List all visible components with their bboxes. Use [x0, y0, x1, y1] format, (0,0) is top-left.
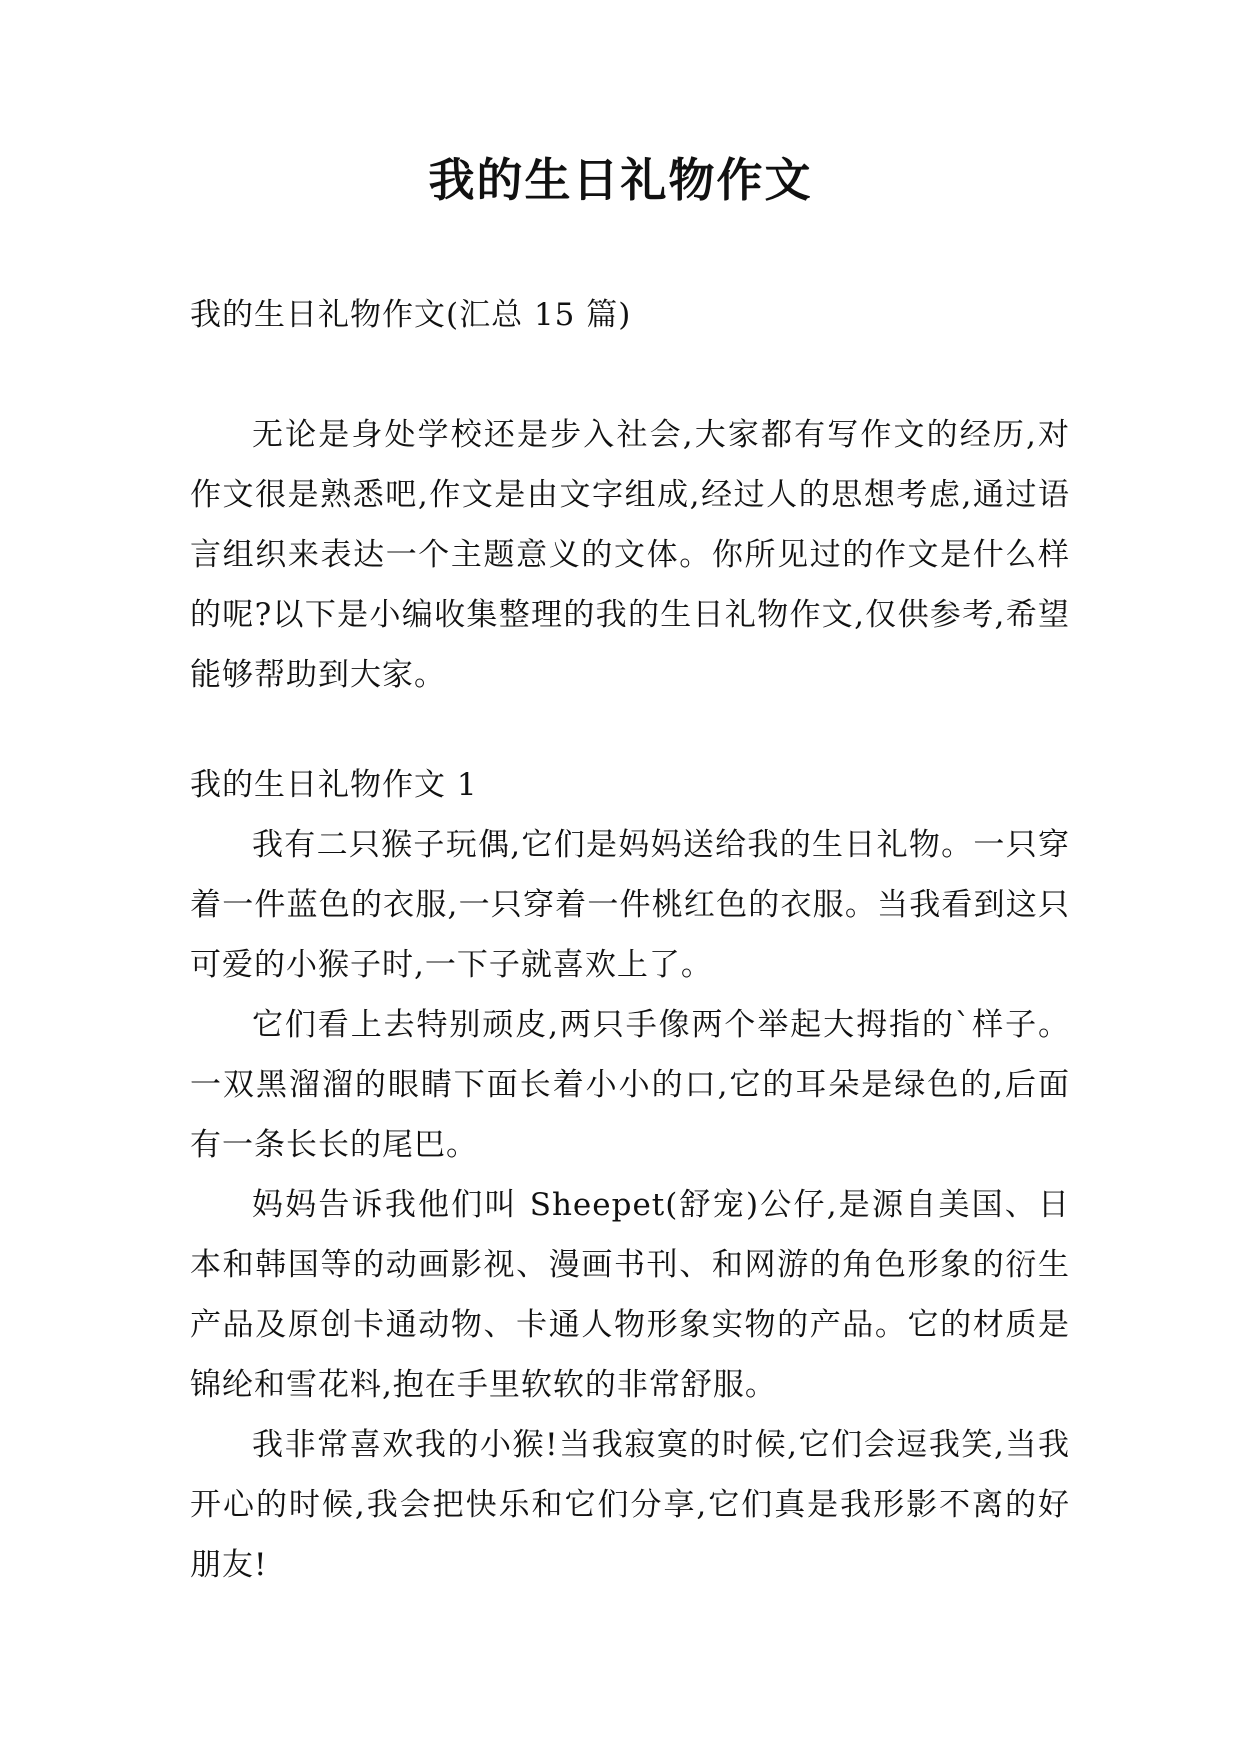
essay-paragraph: 它们看上去特别顽皮,两只手像两个举起大拇指的`样子。一双黑溜溜的眼睛下面长着小小的口,它的耳朵是绿色的,后面有一条长长的尾巴。	[190, 1007, 1070, 1163]
essay-paragraph: 我有二只猴子玩偶,它们是妈妈送给我的生日礼物。一只穿着一件蓝色的衣服,一只穿着一件桃红色的衣服。当我看到这只可爱的小猴子时,一下子就喜欢上了。	[190, 827, 1070, 983]
intro-paragraph: 无论是身处学校还是步入社会,大家都有写作文的经历,对作文很是熟悉吧,作文是由文字组成,经过人的思想考虑,通过语言组织来表达一个主题意义的文体。你所见过的作文是什么样的呢?以下是小编收集整理的我的生日礼物作文,仅供参考,希望能够帮助到大家。	[190, 417, 1070, 693]
intro-section	[190, 405, 1070, 705]
page-title: 我的生日礼物作文	[428, 153, 813, 207]
essay-body	[190, 815, 1070, 1595]
essay-paragraph: 我非常喜欢我的小猴!当我寂寞的时候,它们会逗我笑,当我开心的时候,我会把快乐和它们分享,它们真是我形影不离的好朋友!	[190, 1427, 1070, 1583]
essay-paragraph: 妈妈告诉我他们叫 Sheepet(舒宠)公仔,是源自美国、日本和韩国等的动画影视、漫画书刊、和网游的角色形象的衍生产品及原创卡通动物、卡通人物形象实物的产品。它的材质是锦纶和雪花料,抱在手里软软的非常舒服。	[190, 1187, 1070, 1403]
essay-heading: 我的生日礼物作文 1	[190, 767, 478, 803]
document-subtitle: 我的生日礼物作文(汇总 15 篇)	[190, 297, 632, 333]
